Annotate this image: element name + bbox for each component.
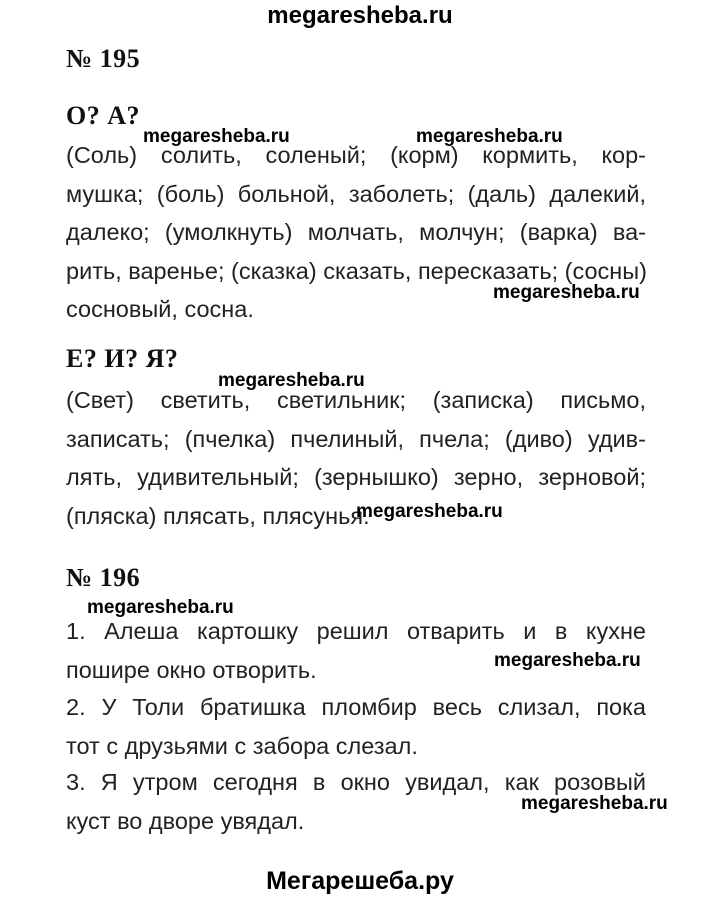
watermark: megaresheba.ru (356, 501, 503, 522)
text-line: сосновый, сосна. (66, 296, 254, 322)
text-line: пошире окно отворить. (66, 656, 317, 683)
text-line: записать; (пчелка) пчелиный, пчела; (диво) удив- (66, 425, 646, 452)
text-line: куст во дворе увядал. (66, 807, 305, 834)
text-line: мушка; (боль) больной, заболеть; (даль) далекий, (66, 180, 646, 207)
section-e-i-ya-heading: Е? И? Я? (66, 344, 179, 373)
text-line: 3. Я утром сегодня в окно увидал, как розовый (66, 769, 646, 795)
task-195-number: № 195 (66, 44, 141, 73)
site-footer: Мегарешеба.ру (266, 867, 454, 895)
watermark: megaresheba.ru (143, 126, 290, 147)
section-o-a-heading: О? А? (66, 101, 140, 130)
text-line: (Соль) солить, соленый; (корм) кормить, кор- (66, 142, 646, 168)
watermark: megaresheba.ru (521, 793, 668, 814)
text-line: 1. Алеша картошку решил отварить и в кухне (66, 618, 646, 644)
task-196-item-2 (66, 688, 646, 765)
watermark: megaresheba.ru (218, 370, 365, 391)
watermark: megaresheba.ru (416, 126, 563, 147)
text-line: (Свет) светить, светильник; (записка) письмо, (66, 387, 646, 413)
task-196-number: № 196 (66, 563, 141, 592)
text-line: 2. У Толи братишка пломбир весь слизал, пока (66, 694, 646, 720)
text-line: лять, удивительный; (зернышко) зерно, зерновой; (66, 464, 646, 490)
site-header: megaresheba.ru (267, 2, 453, 29)
text-line: далеко; (умолкнуть) молчать, молчун; (варка) ва- (66, 219, 646, 245)
text-line: рить, варенье; (сказка) сказать, пересказать; (сосны) (66, 257, 647, 284)
watermark: megaresheba.ru (493, 282, 640, 303)
watermark: megaresheba.ru (494, 650, 641, 671)
text-line: (пляска) плясать, плясунья. (66, 502, 370, 529)
watermark: megaresheba.ru (87, 597, 234, 618)
text-line: тот с друзьями с забора слезал. (66, 732, 418, 759)
